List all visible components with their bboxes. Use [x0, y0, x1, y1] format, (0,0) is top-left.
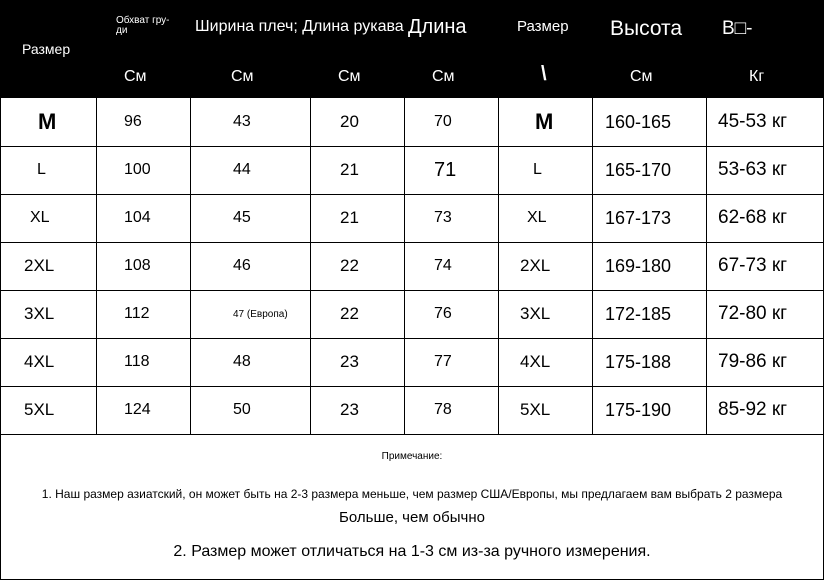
cell-4xl-height: 175-188 [605, 351, 672, 372]
header-unit-size-ref: \ [541, 63, 547, 85]
row-divider [0, 386, 824, 387]
cell-xl-weight: 62-68 кг [718, 207, 788, 228]
header-unit-shoulder: См [231, 68, 254, 85]
row-divider [0, 290, 824, 291]
cell-l-weight: 53-63 кг [718, 159, 788, 180]
cell-5xl-chest: 124 [124, 401, 151, 418]
cell-2xl-sleeve: 22 [340, 256, 359, 275]
column-divider [310, 98, 311, 434]
cell-xl-length: 73 [434, 209, 452, 226]
cell-2xl-height: 169-180 [605, 255, 672, 276]
cell-2xl-shoulder: 46 [233, 257, 251, 274]
cell-l-height: 165-170 [605, 159, 672, 180]
row-divider [0, 194, 824, 195]
header-unit-length: См [432, 68, 455, 85]
cell-4xl-shoulder: 48 [233, 353, 251, 370]
header-size-ref: Размер [517, 18, 569, 35]
column-divider [498, 98, 499, 434]
cell-xl-size-ref: XL [527, 209, 547, 226]
cell-4xl-size-ref: 4XL [520, 352, 551, 371]
header-height: Высота [610, 17, 683, 40]
cell-4xl-chest: 118 [124, 353, 150, 370]
row-divider [0, 242, 824, 243]
row-divider [0, 146, 824, 147]
cell-l-length: 71 [434, 158, 457, 181]
cell-5xl-shoulder: 50 [233, 401, 251, 418]
cell-4xl-sleeve: 23 [340, 352, 359, 371]
column-divider [592, 98, 593, 434]
cell-3xl-height: 172-185 [605, 303, 672, 324]
cell-m-size-ref: M [535, 109, 554, 134]
cell-l-size: L [37, 161, 46, 178]
cell-l-size-ref: L [533, 161, 542, 178]
note-line-1-continued: Больше, чем обычно [339, 509, 485, 526]
header-unit-height: См [630, 68, 653, 85]
cell-xl-chest: 104 [124, 209, 151, 226]
cell-3xl-chest: 112 [124, 305, 150, 322]
cell-5xl-size-ref: 5XL [520, 400, 551, 419]
cell-m-shoulder: 43 [233, 113, 251, 130]
cell-2xl-size: 2XL [24, 256, 55, 275]
cell-3xl-sleeve: 22 [340, 304, 359, 323]
cell-l-chest: 100 [124, 161, 151, 178]
cell-5xl-weight: 85-92 кг [718, 399, 788, 420]
cell-xl-shoulder: 45 [233, 209, 251, 226]
column-divider [404, 98, 405, 434]
header-length: Длина [408, 16, 467, 38]
cell-5xl-size: 5XL [24, 400, 55, 419]
cell-4xl-weight: 79-86 кг [718, 351, 788, 372]
cell-2xl-length: 74 [434, 257, 452, 274]
cell-l-sleeve: 21 [340, 160, 359, 179]
cell-4xl-length: 77 [434, 353, 452, 370]
header-size: Размер [22, 41, 71, 57]
header-unit-weight: Кг [749, 68, 765, 85]
column-divider [706, 98, 707, 434]
cell-m-size: M [38, 109, 57, 134]
cell-5xl-length: 78 [434, 401, 452, 418]
header-weight: В□- [722, 18, 753, 39]
cell-m-height: 160-165 [605, 111, 672, 132]
row-divider [0, 338, 824, 339]
cell-xl-sleeve: 21 [340, 208, 359, 227]
header-unit-sleeve: См [338, 68, 361, 85]
cell-m-length: 70 [434, 113, 452, 130]
column-divider [96, 98, 97, 434]
cell-3xl-shoulder: 47 (Европа) [233, 308, 288, 320]
column-divider [190, 98, 191, 434]
note-line-1: 1. Наш размер азиатский, он может быть на 2-3 размера меньше, чем размер США/Европы, мы предлагаем вам выбрать 2 размера [41, 487, 783, 501]
cell-xl-size: XL [30, 209, 50, 226]
header-shoulder: Ширина плеч; Длина рукава [195, 18, 404, 35]
cell-m-sleeve: 20 [340, 112, 359, 131]
header-chest: Обхват гру-ди [116, 15, 170, 36]
header-unit-chest: См [124, 68, 147, 85]
cell-l-shoulder: 44 [233, 161, 251, 178]
cell-4xl-size: 4XL [24, 352, 55, 371]
cell-2xl-chest: 108 [124, 257, 151, 274]
note-title: Примечание: [381, 451, 443, 462]
cell-m-chest: 96 [124, 113, 142, 130]
row-divider [0, 434, 824, 435]
cell-5xl-height: 175-190 [605, 399, 672, 420]
cell-3xl-size-ref: 3XL [520, 304, 551, 323]
cell-2xl-size-ref: 2XL [520, 256, 551, 275]
cell-3xl-size: 3XL [24, 304, 55, 323]
cell-m-weight: 45-53 кг [718, 111, 788, 132]
cell-3xl-weight: 72-80 кг [718, 303, 788, 324]
note-line-2: 2. Размер может отличаться на 1-3 см из-за ручного измерения. [173, 543, 651, 560]
cell-3xl-length: 76 [434, 305, 452, 322]
cell-2xl-weight: 67-73 кг [718, 255, 788, 276]
cell-xl-height: 167-173 [605, 207, 672, 228]
outer-border-left [0, 98, 1, 580]
cell-5xl-sleeve: 23 [340, 400, 359, 419]
